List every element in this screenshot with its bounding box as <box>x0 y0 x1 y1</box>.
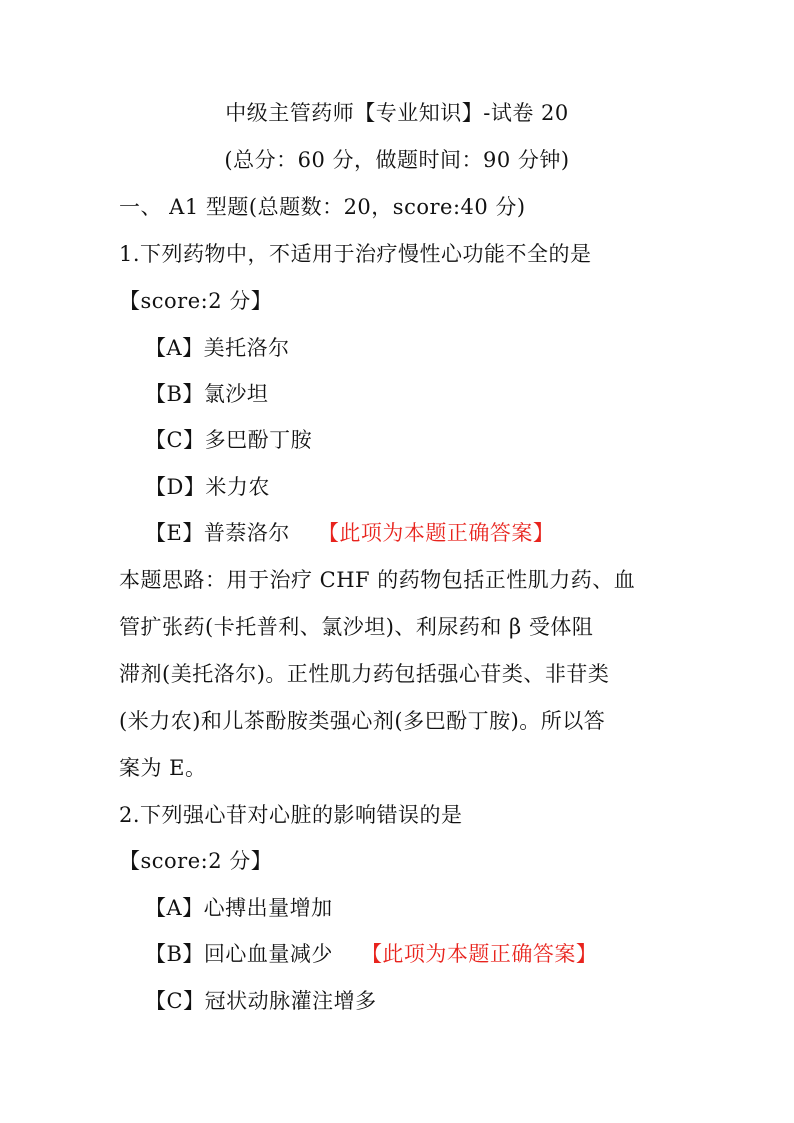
exam-title: 中级主管药师【专业知识】-试卷 20 <box>225 101 569 125</box>
section-header: 一、 A1 型题(总题数：20，score:40 分) <box>119 195 526 219</box>
question-2-option-b-row <box>145 939 597 969</box>
explanation-line-4: (米力农)和儿茶酚胺类强心剂(多巴酚丁胺)。所以答 <box>119 709 606 733</box>
explanation-line-1: 本题思路：用于治疗 CHF 的药物包括正性肌力药、血 <box>119 568 636 592</box>
question-1-option-e: 【E】普萘洛尔 <box>145 521 290 545</box>
correct-answer-marker: 【此项为本题正确答案】 <box>317 521 555 545</box>
question-1-option-b: 【B】氯沙坦 <box>145 382 269 406</box>
question-2-score: 【score:2 分】 <box>119 849 273 873</box>
question-2-option-a: 【A】心搏出量增加 <box>145 896 333 920</box>
question-1-stem: 1.下列药物中，不适用于治疗慢性心功能不全的是 <box>119 242 592 266</box>
explanation-line-3: 滞剂(美托洛尔)。正性肌力药包括强心苷类、非苷类 <box>119 662 610 686</box>
question-1-option-d: 【D】米力农 <box>145 475 270 499</box>
exam-subtitle: (总分：60 分，做题时间：90 分钟) <box>224 148 570 172</box>
explanation-line-5: 案为 E。 <box>119 756 207 780</box>
question-2-option-b: 【B】回心血量减少 <box>145 942 333 966</box>
question-2-stem: 2.下列强心苷对心脏的影响错误的是 <box>119 803 463 827</box>
correct-answer-marker: 【此项为本题正确答案】 <box>360 942 598 966</box>
question-2-option-c: 【C】冠状动脉灌注增多 <box>145 989 377 1013</box>
explanation-line-2: 管扩张药(卡托普利、氯沙坦)、利尿药和 β 受体阻 <box>119 615 594 639</box>
question-1-option-c: 【C】多巴酚丁胺 <box>145 428 313 452</box>
question-1-score: 【score:2 分】 <box>119 289 273 313</box>
question-1-option-a: 【A】美托洛尔 <box>145 336 290 360</box>
question-1-option-e-row <box>145 518 554 548</box>
